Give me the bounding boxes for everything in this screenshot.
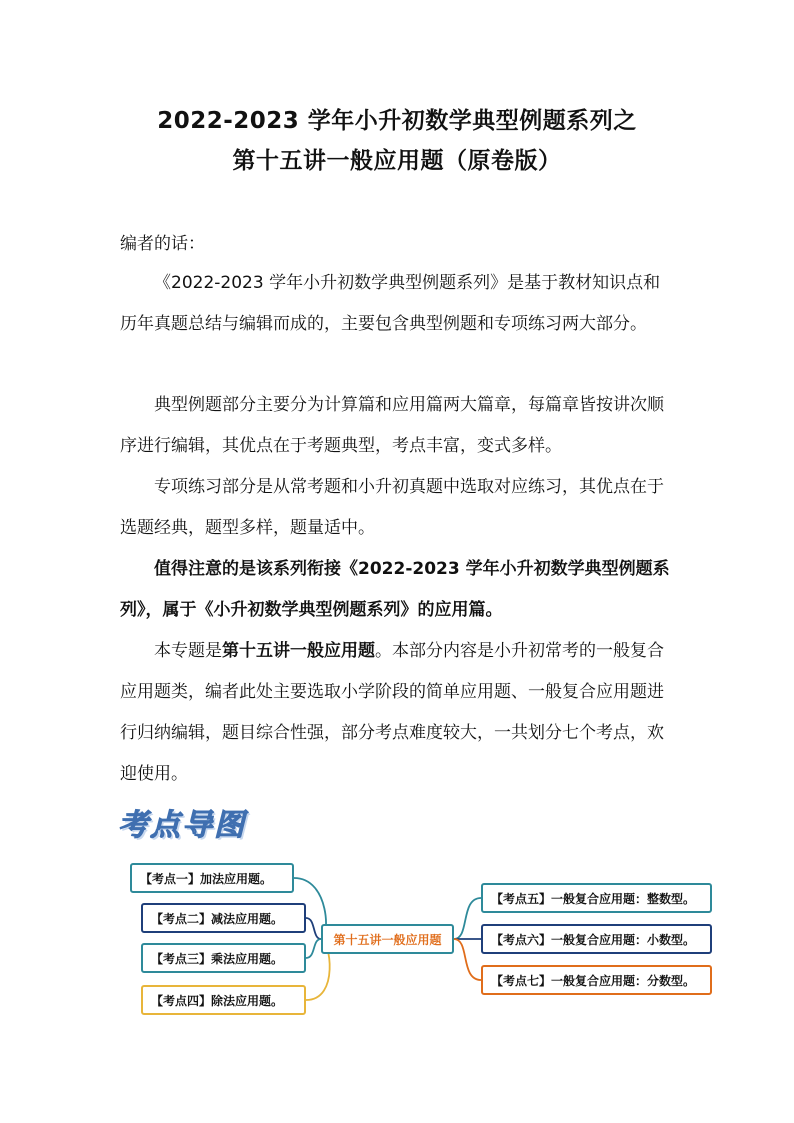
intro-paragraph-3: 专项练习部分是从常考题和小升初真题中选取对应练习，其优点在于选题经典，题型多样，题量适中。 — [120, 477, 664, 538]
connector-node-5 — [454, 898, 481, 939]
intro-paragraph-2: 典型例题部分主要分为计算篇和应用篇两大篇章，每篇章皆按讲次顺序进行编辑，其优点在于考题典型，考点丰富，变式多样。 — [120, 395, 664, 456]
editor-greeting: 编者的话： — [120, 234, 205, 254]
document-title-line2: 第十五讲一般应用题（原卷版） — [232, 148, 562, 174]
p5-prefix: 本专题是 — [154, 641, 222, 661]
mindmap-center-node: 第十五讲一般应用题 — [321, 924, 454, 954]
mindmap-node-2: 【考点二】减法应用题。 — [141, 903, 306, 933]
mindmap-node-3: 【考点三】乘法应用题。 — [141, 943, 306, 973]
mindmap-node-7: 【考点七】一般复合应用题：分数型。 — [481, 965, 712, 995]
mindmap-node-6: 【考点六】一般复合应用题：小数型。 — [481, 924, 712, 954]
intro-paragraph-4-bold: 值得注意的是该系列衔接《2022-2023 学年小升初数学典型例题系列》，属于《小升初数学典型例题系列》的应用篇。 — [120, 559, 670, 620]
mindmap-heading: 考点导图 — [118, 808, 246, 843]
intro-paragraph-5 — [120, 631, 675, 795]
connector-node-7 — [454, 939, 481, 980]
mindmap-node-4: 【考点四】除法应用题。 — [141, 985, 306, 1015]
intro-paragraph-1: 《2022-2023 学年小升初数学典型例题系列》是基于教材知识点和历年真题总结与编辑而成的，主要包含典型例题和专项练习两大部分。 — [120, 273, 661, 334]
p5-body: 。本部分内容是小升初常考的一般复合应用题类，编者此处主要选取小学阶段的简单应用题、一般复合应用题进行归纳编辑，题目综合性强，部分考点难度较大，一共划分七个考点，欢迎使用。 — [120, 641, 664, 784]
mindmap-node-5: 【考点五】一般复合应用题：整数型。 — [481, 883, 712, 913]
p5-topic-bold: 第十五讲一般应用题 — [222, 641, 375, 661]
connector-node-2 — [306, 918, 321, 939]
connector-node-3 — [306, 939, 321, 958]
document-title-line1: 2022-2023 学年小升初数学典型例题系列之 — [157, 108, 637, 134]
mindmap-node-1: 【考点一】加法应用题。 — [130, 863, 294, 893]
